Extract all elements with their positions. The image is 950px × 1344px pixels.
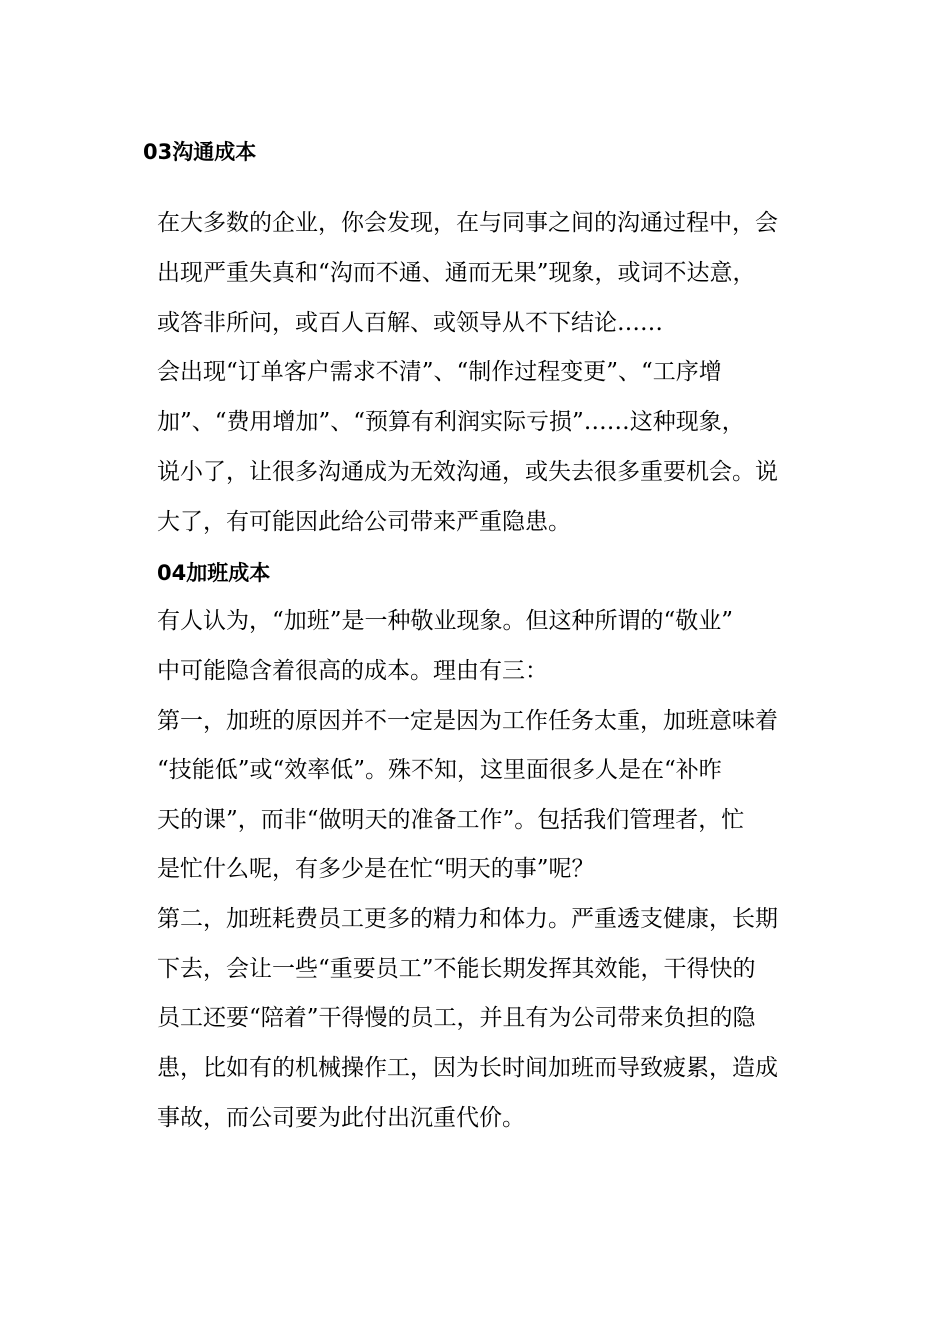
section-3-line-5: 加”、“费用增加”、“预算有利润实际亏损”……这种现象， (157, 409, 745, 435)
section-3-line-2: 出现严重失真和“沟而不通、通而无果”现象，或词不达意， (157, 260, 756, 286)
section-3-line-6: 说小了，让很多沟通成为无效沟通，或失去很多重要机会。说 (157, 459, 778, 485)
section-3-line-4: 会出现“订单客户需求不清”、“制作过程变更”、“工序增 (157, 359, 722, 385)
section-4-line-6: 是忙什么呢，有多少是在忙“明天的事”呢？ (157, 856, 595, 882)
section-4-heading: 04加班成本 (157, 561, 271, 585)
section-3-line-7: 大了，有可能因此给公司带来严重隐患。 (157, 509, 571, 535)
section-4-line-1: 有人认为，“加班”是一种敬业现象。但这种所谓的“敬业” (157, 608, 734, 634)
section-3-heading: 03沟通成本 (143, 140, 257, 164)
section-4-line-10: 患，比如有的机械操作工，因为长时间加班而导致疲累，造成 (157, 1055, 778, 1081)
section-4-line-2: 中可能隐含着很高的成本。理由有三： (157, 658, 548, 684)
section-3-line-3: 或答非所问，或百人百解、或领导从不下结论…… (157, 310, 663, 336)
section-4-line-7: 第二，加班耗费员工更多的精力和体力。严重透支健康，长期 (157, 906, 778, 932)
section-3-line-1: 在大多数的企业，你会发现，在与同事之间的沟通过程中，会 (157, 210, 778, 236)
section-4-line-8: 下去，会让一些“重要员工”不能长期发挥其效能，干得快的 (157, 956, 756, 982)
section-4-line-5: 天的课”，而非“做明天的准备工作”。包括我们管理者，忙 (157, 807, 745, 833)
section-4-line-4: “技能低”或“效率低”。殊不知，这里面很多人是在“补昨 (157, 757, 722, 783)
section-4-line-11: 事故，而公司要为此付出沉重代价。 (157, 1105, 525, 1131)
section-4-line-9: 员工还要“陪着”干得慢的员工，并且有为公司带来负担的隐 (157, 1005, 756, 1031)
section-4-line-3: 第一，加班的原因并不一定是因为工作任务太重，加班意味着 (157, 708, 778, 734)
